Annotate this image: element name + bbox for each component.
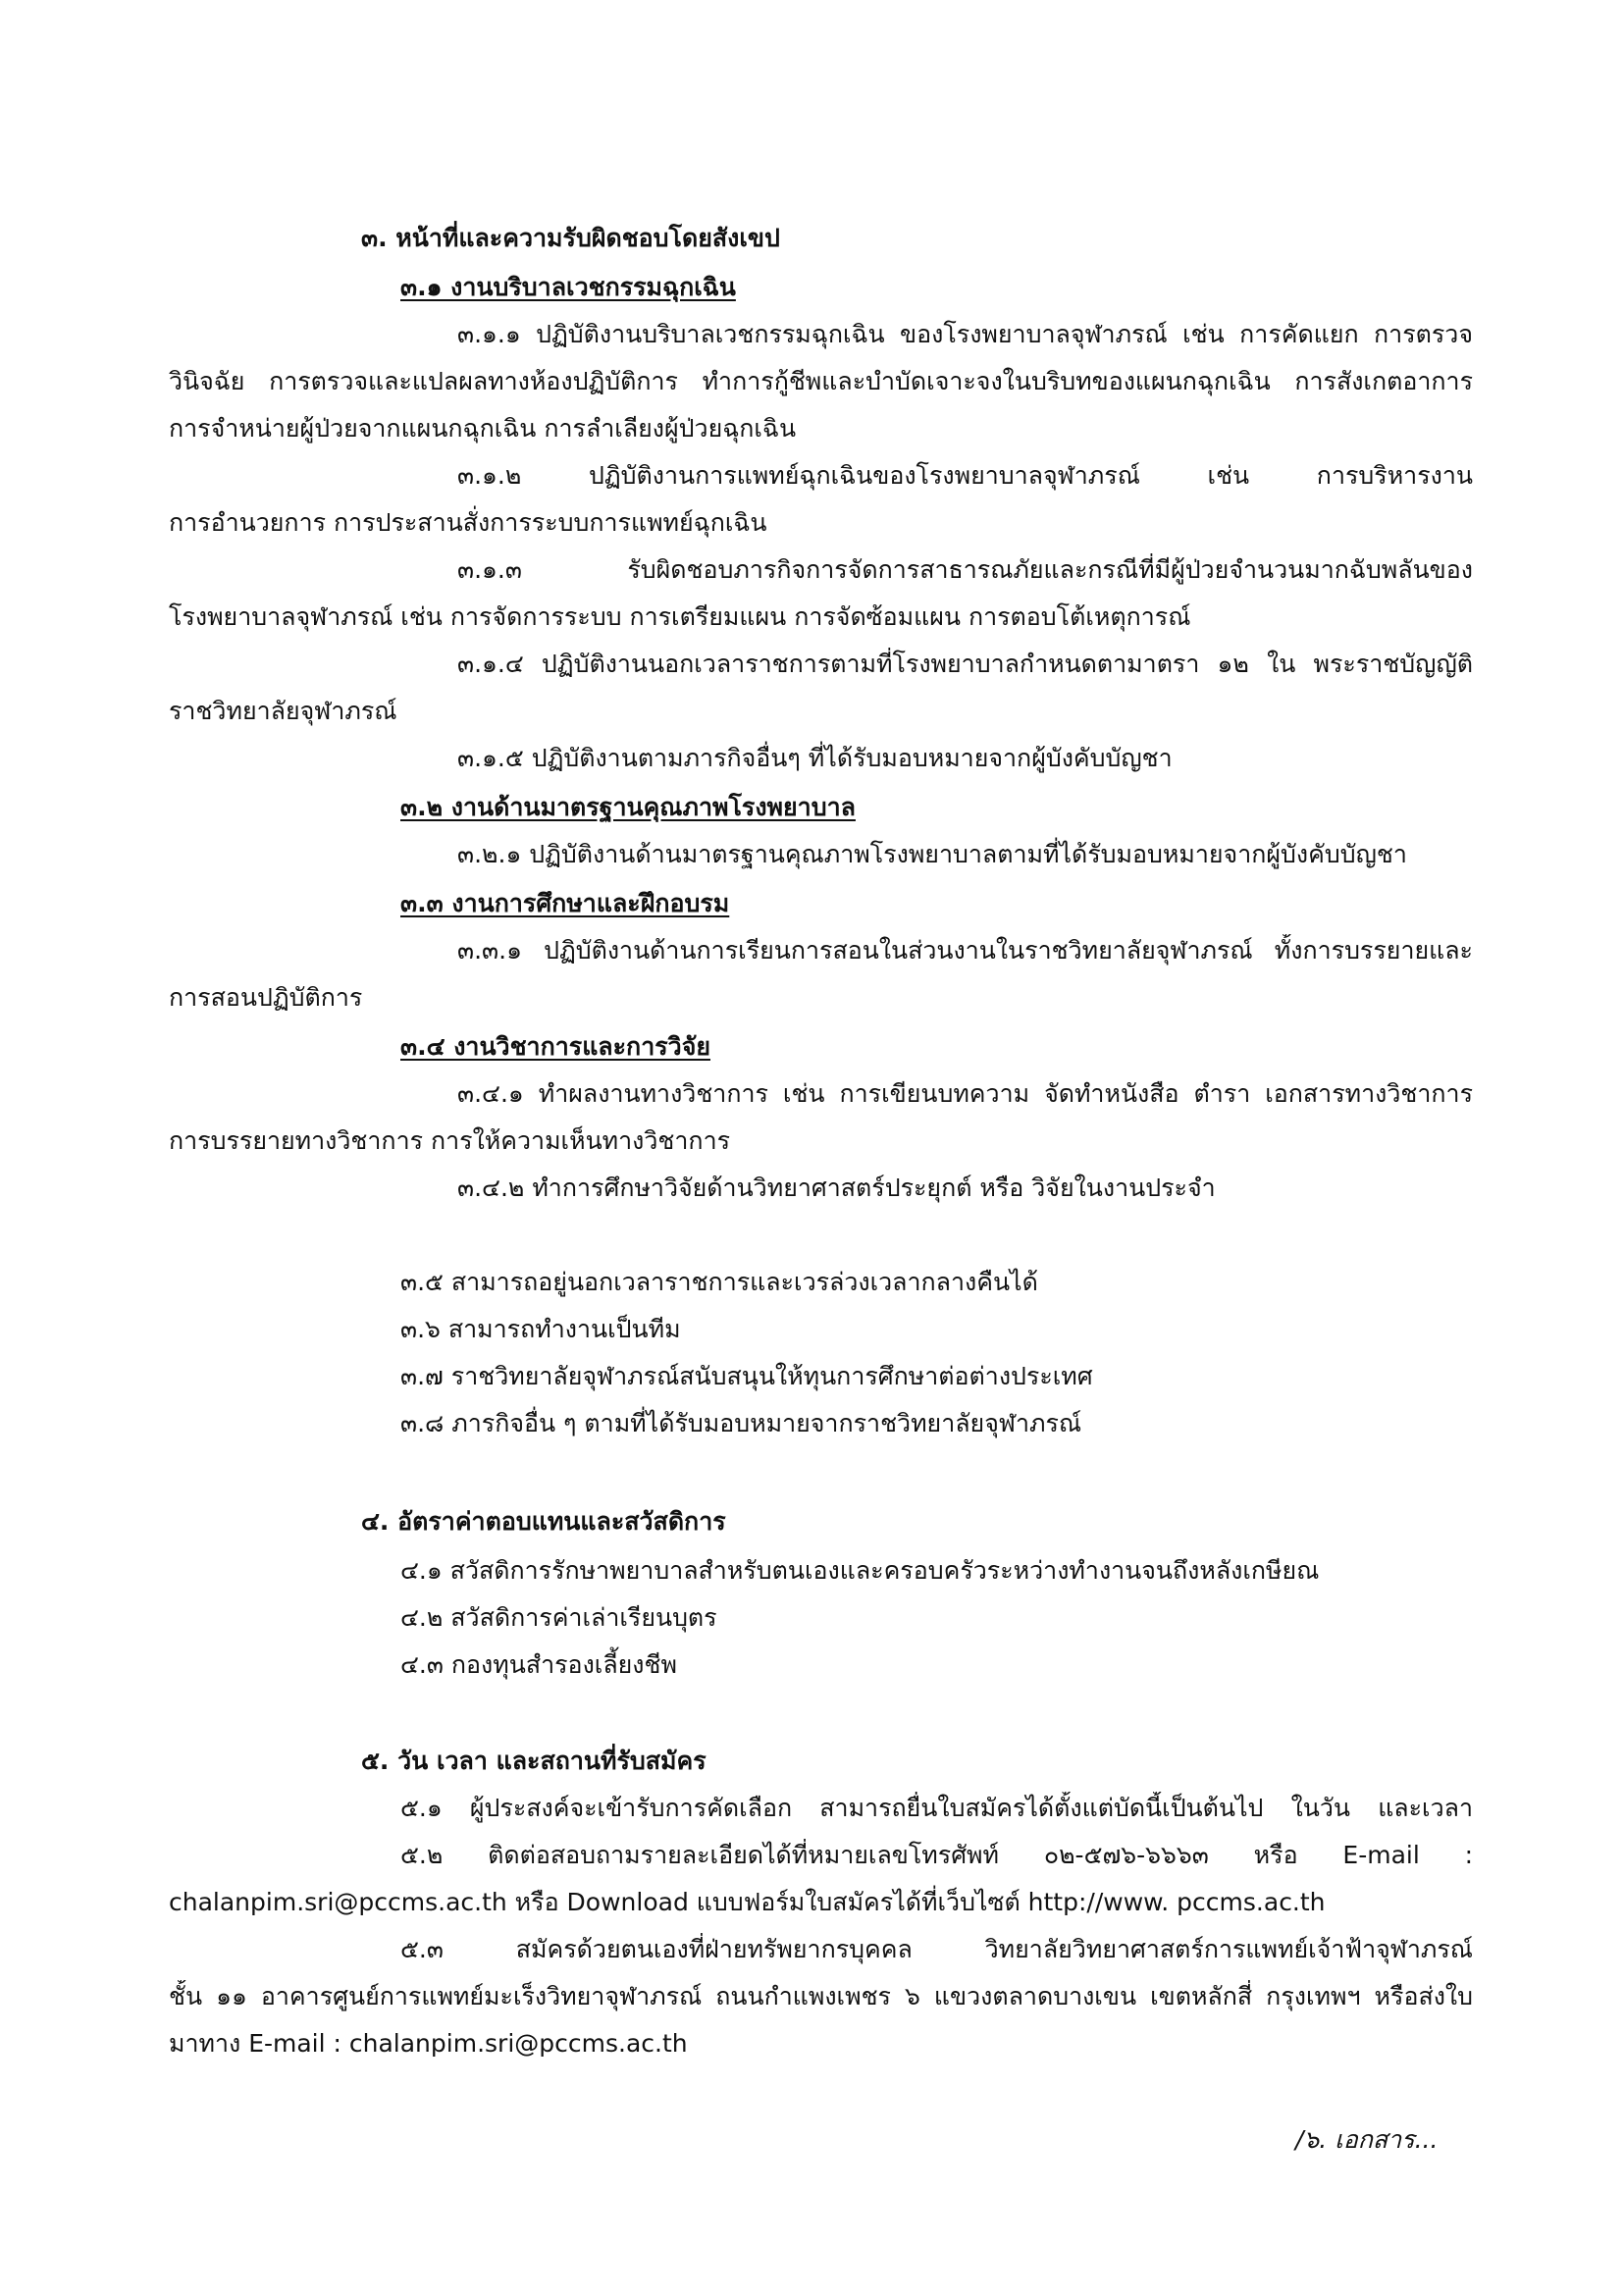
section-5-heading: ๕. วัน เวลา และสถานที่รับสมัคร	[361, 1747, 707, 1775]
item-4-2: ๔.๒ สวัสดิการค่าเล่าเรียนบุตร	[400, 1603, 717, 1632]
item-3-2-1: ๓.๒.๑ ปฏิบัติงานด้านมาตรฐานคุณภาพโรงพยาบาลตามที่ได้รับมอบหมายจากผู้บังคับบัญชา	[457, 840, 1407, 868]
item-3-7: ๓.๗ ราชวิทยาลัยจุฬาภรณ์สนับสนุนให้ทุนการศึกษาต่อต่างประเทศ	[400, 1362, 1093, 1390]
item-3-3-1-line-1: ๓.๓.๑ ปฏิบัติงานด้านการเรียนการสอนในส่วนงานในราชวิทยาลัยจุฬาภรณ์ ทั้งการบรรยายและ	[457, 936, 1473, 965]
section-4-heading: ๔. อัตราค่าตอบแทนและสวัสดิการ	[361, 1507, 726, 1536]
item-3-8: ๓.๘ ภารกิจอื่น ๆ ตามที่ได้รับมอบหมายจากราชวิทยาลัยจุฬาภรณ์	[400, 1409, 1082, 1437]
item-3-1-1-line-2: วินิจฉัย การตรวจและแปลผลทางห้องปฏิบัติการ ทำการกู้ชีพและบำบัดเจาะจงในบริบทของแผนกฉุกเฉิน การสังเกตอาการ	[169, 367, 1473, 395]
item-4-3: ๔.๓ กองทุนสำรองเลี้ยงชีพ	[400, 1650, 677, 1679]
item-4-1: ๔.๑ สวัสดิการรักษาพยาบาลสำหรับตนเองและครอบครัวระหว่างทำงานจนถึงหลังเกษียณ	[400, 1556, 1320, 1585]
section-3-1-heading: ๓.๑ งานบริบาลเวชกรรมฉุกเฉิน	[400, 273, 736, 301]
item-3-1-1-line-3: การจำหน่ายผู้ป่วยจากแผนกฉุกเฉิน การลำเลียงผู้ป่วยฉุกเฉิน	[169, 414, 797, 443]
section-3-heading: ๓. หน้าที่และความรับผิดชอบโดยสังเขป	[361, 224, 780, 252]
item-3-1-5: ๓.๑.๕ ปฏิบัติงานตามภารกิจอื่นๆ ที่ได้รับมอบหมายจากผู้บังคับบัญชา	[457, 744, 1173, 772]
item-3-1-3-line-1: ๓.๑.๓ รับผิดชอบภารกิจการจัดการสาธารณภัยและกรณีที่มีผู้ป่วยจำนวนมากฉับพลันของ	[457, 555, 1473, 584]
item-3-4-1-line-1: ๓.๔.๑ ทำผลงานทางวิชาการ เช่น การเขียนบทความ จัดทำหนังสือ ตำรา เอกสารทางวิชาการ	[457, 1079, 1473, 1108]
item-5-3-line-2: ชั้น ๑๑ อาคารศูนย์การแพทย์มะเร็งวิทยาจุฬาภรณ์ ถนนกำแพงเพชร ๖ แขวงตลาดบางเขน เขตหลักสี่ กรุงเทพฯ หรือส่งใบ	[169, 1982, 1473, 2010]
item-5-3-line-3: มาทาง E-mail : chalanpim.sri@pccms.ac.th	[169, 2029, 688, 2058]
item-3-4-2: ๓.๔.๒ ทำการศึกษาวิจัยด้านวิทยาศาสตร์ประยุกต์ หรือ วิจัยในงานประจำ	[457, 1174, 1216, 1202]
item-3-5: ๓.๕ สามารถอยู่นอกเวลาราชการและเวรล่วงเวลากลางคืนได้	[400, 1268, 1038, 1296]
item-5-2-line-2: chalanpim.sri@pccms.ac.th หรือ Download แบบฟอร์มใบสมัครได้ที่เว็บไซต์ http://www. pccms.ac.th	[169, 1888, 1326, 1916]
item-3-6: ๓.๖ สามารถทำงานเป็นทีม	[400, 1315, 681, 1343]
section-3-3-heading: ๓.๓ งานการศึกษาและฝึกอบรม	[400, 889, 730, 917]
item-3-1-2-line-2: การอำนวยการ การประสานสั่งการระบบการแพทย์ฉุกเฉิน	[169, 508, 767, 537]
item-3-3-1-line-2: การสอนปฏิบัติการ	[169, 983, 363, 1012]
item-3-1-3-line-2: โรงพยาบาลจุฬาภรณ์ เช่น การจัดการระบบ การเตรียมแผน การจัดซ้อมแผน การตอบโต้เหตุการณ์	[169, 602, 1191, 631]
item-5-2-line-1: ๕.๒ ติดต่อสอบถามรายละเอียดได้ที่หมายเลขโทรศัพท์ ๐๒-๕๗๖-๖๖๖๓ หรือ E-mail :	[400, 1841, 1473, 1869]
item-3-1-4-line-2: ราชวิทยาลัยจุฬาภรณ์	[169, 697, 397, 725]
item-5-1: ๕.๑ ผู้ประสงค์จะเข้ารับการคัดเลือก สามารถยื่นใบสมัครได้ตั้งแต่บัดนี้เป็นต้นไป ในวัน และเวลา	[400, 1794, 1473, 1822]
item-3-1-4-line-1: ๓.๑.๔ ปฏิบัติงานนอกเวลาราชการตามที่โรงพยาบาลกำหนดตามาตรา ๑๒ ใน พระราชบัญญัติ	[457, 650, 1473, 678]
continuation-note: /๖. เอกสาร...	[1295, 2125, 1439, 2154]
section-3-4-heading: ๓.๔ งานวิชาการและการวิจัย	[400, 1032, 710, 1061]
item-3-4-1-line-2: การบรรยายทางวิชาการ การให้ความเห็นทางวิชาการ	[169, 1126, 731, 1155]
item-5-3-line-1: ๕.๓ สมัครด้วยตนเองที่ฝ่ายทรัพยากรบุคคล วิทยาลัยวิทยาศาสตร์การแพทย์เจ้าฟ้าจุฬาภรณ์	[400, 1935, 1473, 1963]
item-3-1-1-line-1: ๓.๑.๑ ปฏิบัติงานบริบาลเวชกรรมฉุกเฉิน ของโรงพยาบาลจุฬาภรณ์ เช่น การคัดแยก การตรวจ	[457, 320, 1473, 348]
item-3-1-2-line-1: ๓.๑.๒ ปฏิบัติงานการแพทย์ฉุกเฉินของโรงพยาบาลจุฬาภรณ์ เช่น การบริหารงาน	[457, 461, 1473, 490]
section-3-2-heading: ๓.๒ งานด้านมาตรฐานคุณภาพโรงพยาบาล	[400, 793, 856, 821]
